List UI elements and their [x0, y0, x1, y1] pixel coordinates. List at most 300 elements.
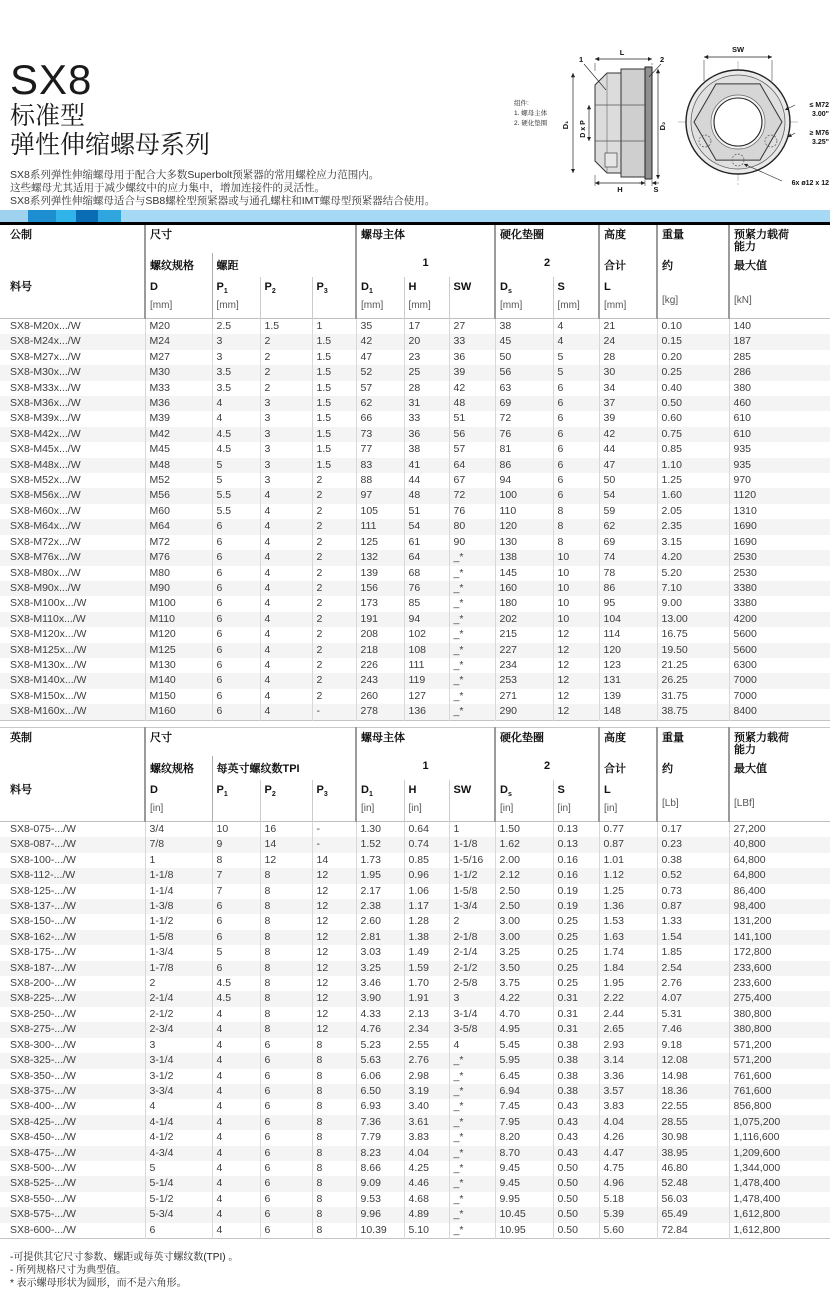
value-cell: 42	[356, 334, 404, 349]
value-cell: M130	[145, 658, 212, 673]
value-cell: 47	[356, 350, 404, 365]
value-cell: 51	[404, 504, 449, 519]
value-cell: 64	[449, 458, 495, 473]
value-cell: 275,400	[729, 991, 830, 1006]
value-cell: 8	[260, 930, 312, 945]
sub-max: 最大值	[729, 756, 830, 780]
table-row	[0, 658, 830, 673]
value-cell: 1.12	[599, 868, 657, 883]
value-cell: 4	[212, 1130, 260, 1145]
sub-approx: 约	[657, 253, 729, 277]
value-cell: 8	[312, 1161, 356, 1176]
value-cell: 4	[212, 1176, 260, 1191]
dim-label-D2: D₂	[658, 121, 667, 131]
value-cell: 8	[312, 1084, 356, 1099]
value-cell: M140	[145, 673, 212, 688]
value-cell: 2.34	[404, 1022, 449, 1037]
value-cell: 132	[356, 550, 404, 565]
value-cell: 12	[312, 1007, 356, 1022]
value-cell: 172,800	[729, 945, 830, 960]
table-row	[0, 991, 830, 1006]
table-row	[0, 914, 830, 929]
value-cell: 6	[260, 1069, 312, 1084]
callout-2-label: 2	[660, 55, 665, 64]
table-row	[0, 566, 830, 581]
table-row	[0, 1007, 830, 1022]
group-nut-body: 螺母主体	[356, 224, 495, 254]
value-cell: 4-3/4	[145, 1146, 212, 1161]
value-cell: 0.38	[553, 1069, 599, 1084]
part-number-cell: SX8-525-.../W	[10, 1177, 76, 1190]
value-cell: 72	[495, 411, 553, 426]
value-cell: 4	[212, 1146, 260, 1161]
col-P2: $P_2$	[260, 277, 312, 319]
value-cell: 5	[212, 458, 260, 473]
value-cell: 35	[356, 319, 404, 335]
value-cell: 5-1/2	[145, 1192, 212, 1207]
value-cell: 4	[212, 1022, 260, 1037]
part-number-cell: SX8-M160x.../W	[10, 705, 87, 718]
col-part-number: 料号	[10, 281, 32, 293]
value-cell: 3	[260, 458, 312, 473]
value-cell: 3.19	[404, 1084, 449, 1099]
part-number-cell: SX8-M36x.../W	[10, 397, 81, 410]
dim-label-DxP: D x P	[580, 120, 587, 138]
sub-thread-spec: 螺纹规格	[145, 253, 212, 277]
value-cell: 571,200	[729, 1053, 830, 1068]
value-cell: 0.43	[553, 1130, 599, 1145]
accent-segment	[76, 210, 98, 222]
value-cell: 8	[312, 1192, 356, 1207]
value-cell: 0.25	[553, 961, 599, 976]
value-cell: 0.19	[553, 899, 599, 914]
value-cell: 1120	[729, 488, 830, 503]
value-cell: 202	[495, 612, 553, 627]
value-cell: 935	[729, 458, 830, 473]
value-cell: 1.01	[599, 853, 657, 868]
value-cell: 0.38	[657, 853, 729, 868]
value-cell: 2-1/8	[449, 930, 495, 945]
table-row	[0, 550, 830, 565]
value-cell: 9.45	[495, 1176, 553, 1191]
table-row	[0, 365, 830, 380]
value-cell: 63	[495, 381, 553, 396]
value-cell: 27	[449, 319, 495, 335]
table-row	[0, 868, 830, 883]
value-cell: 12	[312, 914, 356, 929]
value-cell: 1.53	[599, 914, 657, 929]
value-cell: 1,478,400	[729, 1192, 830, 1207]
value-cell: 40,800	[729, 837, 830, 852]
value-cell: 28	[599, 350, 657, 365]
value-cell: 3	[449, 991, 495, 1006]
value-cell: 8	[312, 1146, 356, 1161]
value-cell: 2	[312, 550, 356, 565]
value-cell: 0.75	[657, 427, 729, 442]
value-cell: 6	[212, 643, 260, 658]
washer-shape	[645, 67, 652, 179]
value-cell: 33	[449, 334, 495, 349]
page-header	[10, 58, 490, 208]
value-cell: 42	[449, 381, 495, 396]
value-cell: _*	[449, 1176, 495, 1191]
value-cell: M56	[145, 488, 212, 503]
value-cell: 7.46	[657, 1022, 729, 1037]
table-row	[0, 1130, 830, 1145]
value-cell: 3.83	[404, 1130, 449, 1145]
value-cell: 64,800	[729, 868, 830, 883]
value-cell: 1,344,000	[729, 1161, 830, 1176]
sub-total: 合计	[599, 253, 657, 277]
value-cell: 1690	[729, 519, 830, 534]
group-preload: 预紧力载荷能力	[729, 728, 830, 757]
value-cell: 10	[212, 822, 260, 838]
set-screw-detail	[605, 153, 617, 167]
value-cell: 1.60	[657, 488, 729, 503]
col-preload-unit: [LBf]	[729, 780, 830, 822]
part-number-cell: SX8-450-.../W	[10, 1131, 76, 1144]
group-weight: 重量	[657, 224, 729, 254]
value-cell: 50	[599, 473, 657, 488]
value-cell: 30	[599, 365, 657, 380]
value-cell: 9	[212, 837, 260, 852]
part-number-cell: SX8-187-.../W	[10, 961, 76, 974]
value-cell: 26.25	[657, 673, 729, 688]
value-cell: 380,800	[729, 1007, 830, 1022]
value-cell: 3-1/2	[145, 1069, 212, 1084]
value-cell: 20	[404, 334, 449, 349]
col-D1: $D_1$ [in]	[356, 780, 404, 822]
value-cell: M90	[145, 581, 212, 596]
metric-table-header	[0, 224, 830, 319]
value-cell: _*	[449, 627, 495, 642]
value-cell: 12	[553, 643, 599, 658]
value-cell: 3.50	[495, 961, 553, 976]
intro-line: SX8系列弹性伸缩螺母用于配合大多数Superbolt预紧器的常用螺栓应力范围内。	[10, 169, 380, 181]
col-weight-unit: [Lb]	[657, 780, 729, 822]
col-S: S [mm]	[553, 277, 599, 319]
dim-label-L: L	[619, 48, 625, 57]
value-cell: 0.96	[404, 868, 449, 883]
part-number-cell: SX8-425-.../W	[10, 1115, 76, 1128]
value-cell: 2.44	[599, 1007, 657, 1022]
value-cell: 3.14	[599, 1053, 657, 1068]
value-cell: 5.5	[212, 504, 260, 519]
value-cell: 2530	[729, 550, 830, 565]
legend-item-washer: 2. 硬化垫圈	[514, 120, 548, 127]
value-cell: 0.25	[553, 930, 599, 945]
value-cell: 86	[599, 581, 657, 596]
value-cell: 8	[553, 535, 599, 550]
col-D: D [mm]	[145, 277, 212, 319]
value-cell: 8	[553, 504, 599, 519]
value-cell: 6	[212, 961, 260, 976]
value-cell: 8	[260, 976, 312, 991]
value-cell: 8	[260, 991, 312, 1006]
value-cell: M100	[145, 596, 212, 611]
value-cell: 22.55	[657, 1099, 729, 1114]
value-cell: 1,478,400	[729, 1176, 830, 1191]
value-cell: 1.36	[599, 899, 657, 914]
part-number-cell: SX8-M76x.../W	[10, 551, 81, 564]
value-cell: 1.06	[404, 884, 449, 899]
value-cell: 0.20	[657, 350, 729, 365]
value-cell: 4	[212, 1099, 260, 1114]
value-cell: 2.65	[599, 1022, 657, 1037]
value-cell: 88	[356, 473, 404, 488]
value-cell: 761,600	[729, 1069, 830, 1084]
value-cell: 1.59	[404, 961, 449, 976]
value-cell: 6	[553, 396, 599, 411]
sub-part-1: 1	[356, 253, 495, 277]
value-cell: 18.36	[657, 1084, 729, 1099]
value-cell: 208	[356, 627, 404, 642]
value-cell: 10	[553, 596, 599, 611]
value-cell: 2.12	[495, 868, 553, 883]
value-cell: 1-3/4	[449, 899, 495, 914]
subtitle-type: 标准型	[10, 102, 86, 130]
value-cell: 215	[495, 627, 553, 642]
value-cell: 290	[495, 704, 553, 720]
value-cell: 4	[145, 1099, 212, 1114]
value-cell: 4.22	[495, 991, 553, 1006]
part-number-cell: SX8-087-.../W	[10, 838, 76, 851]
value-cell: 6.06	[356, 1069, 404, 1084]
value-cell: 1-5/8	[449, 884, 495, 899]
value-cell: 1,116,600	[729, 1130, 830, 1145]
value-cell: 1-1/8	[145, 868, 212, 883]
value-cell: 12	[553, 627, 599, 642]
value-cell: M160	[145, 704, 212, 720]
value-cell: 0.25	[553, 945, 599, 960]
value-cell: 1.74	[599, 945, 657, 960]
value-cell: 1-3/4	[145, 945, 212, 960]
value-cell: 2	[312, 596, 356, 611]
value-cell: 46.80	[657, 1161, 729, 1176]
value-cell: 2.60	[356, 914, 404, 929]
value-cell: 227	[495, 643, 553, 658]
value-cell: 64,800	[729, 853, 830, 868]
spacer	[0, 253, 145, 277]
table-row	[0, 504, 830, 519]
sub-thread-spec: 螺纹规格	[145, 756, 212, 780]
value-cell: 7.36	[356, 1115, 404, 1130]
value-cell: 138	[495, 550, 553, 565]
value-cell: 3	[260, 473, 312, 488]
value-cell: 85	[404, 596, 449, 611]
value-cell: 12	[260, 853, 312, 868]
value-cell: 10	[553, 566, 599, 581]
value-cell: 74	[599, 550, 657, 565]
value-cell: 0.85	[404, 853, 449, 868]
value-cell: 3.57	[599, 1084, 657, 1099]
value-cell: 8	[312, 1115, 356, 1130]
value-cell: 8	[312, 1176, 356, 1191]
value-cell: 6	[553, 488, 599, 503]
value-cell: 72.84	[657, 1223, 729, 1239]
value-cell: 57	[356, 381, 404, 396]
col-preload-unit: [kN]	[729, 277, 830, 319]
nut-drawing-svg	[498, 33, 830, 209]
footnotes	[10, 1251, 610, 1290]
value-cell: 173	[356, 596, 404, 611]
value-cell: 2-1/2	[145, 1007, 212, 1022]
value-cell: 4	[212, 1223, 260, 1239]
col-H: H [mm]	[404, 277, 449, 319]
value-cell: 5.20	[657, 566, 729, 581]
col-L: L [in]	[599, 780, 657, 822]
value-cell: 234	[495, 658, 553, 673]
value-cell: 1-1/8	[449, 837, 495, 852]
value-cell: 4	[212, 1161, 260, 1176]
value-cell: 4.96	[599, 1176, 657, 1191]
value-cell: 0.38	[553, 1053, 599, 1068]
value-cell: 6	[260, 1099, 312, 1114]
value-cell: 1.5	[312, 442, 356, 457]
value-cell: 7.45	[495, 1099, 553, 1114]
value-cell: 48	[404, 488, 449, 503]
value-cell: 4.07	[657, 991, 729, 1006]
value-cell: 8.66	[356, 1161, 404, 1176]
value-cell: 9.09	[356, 1176, 404, 1191]
value-cell: 1.5	[312, 381, 356, 396]
value-cell: 0.23	[657, 837, 729, 852]
value-cell: 8	[312, 1130, 356, 1145]
value-cell: 3/4	[145, 822, 212, 838]
value-cell: _*	[449, 1115, 495, 1130]
value-cell: 4	[212, 1053, 260, 1068]
table-row	[0, 1038, 830, 1053]
value-cell: 4.5	[212, 991, 260, 1006]
value-cell: 6	[260, 1084, 312, 1099]
value-cell: 28.55	[657, 1115, 729, 1130]
value-cell: 4	[212, 1084, 260, 1099]
part-number-cell: SX8-225-.../W	[10, 992, 76, 1005]
value-cell: 5	[212, 945, 260, 960]
value-cell: 6	[212, 535, 260, 550]
value-cell: 27,200	[729, 822, 830, 838]
value-cell: 5-3/4	[145, 1207, 212, 1222]
value-cell: 86,400	[729, 884, 830, 899]
value-cell: _*	[449, 1192, 495, 1207]
value-cell: 4	[260, 488, 312, 503]
value-cell: 5-1/4	[145, 1176, 212, 1191]
value-cell: 8.70	[495, 1146, 553, 1161]
value-cell: 610	[729, 411, 830, 426]
value-cell: 0.87	[657, 899, 729, 914]
value-cell: 12	[553, 689, 599, 704]
value-cell: 4	[212, 1115, 260, 1130]
value-cell: 100	[495, 488, 553, 503]
callout-1-label: 1	[579, 55, 584, 64]
table-row	[0, 319, 830, 335]
value-cell: 1.5	[312, 396, 356, 411]
value-cell: 1,209,600	[729, 1146, 830, 1161]
value-cell: 6	[553, 473, 599, 488]
value-cell: 1.17	[404, 899, 449, 914]
value-cell: 3	[212, 334, 260, 349]
value-cell: 6	[212, 566, 260, 581]
value-cell: 108	[404, 643, 449, 658]
system-label: 英制	[10, 732, 32, 744]
value-cell: 19.50	[657, 643, 729, 658]
value-cell: 72	[449, 488, 495, 503]
value-cell: 1.84	[599, 961, 657, 976]
value-cell: 4-1/4	[145, 1115, 212, 1130]
value-cell: 191	[356, 612, 404, 627]
group-size: 尺寸	[145, 224, 356, 254]
value-cell: 6300	[729, 658, 830, 673]
value-cell: 7000	[729, 673, 830, 688]
value-cell: 1.70	[404, 976, 449, 991]
value-cell: 6	[260, 1223, 312, 1239]
value-cell: 8	[260, 899, 312, 914]
table-row	[0, 1069, 830, 1084]
part-number-cell: SX8-M110x.../W	[10, 612, 86, 625]
value-cell: 5.95	[495, 1053, 553, 1068]
part-number-cell: SX8-100-.../W	[10, 853, 76, 866]
value-cell: 44	[404, 473, 449, 488]
value-cell: 4	[260, 519, 312, 534]
value-cell: 2.76	[404, 1053, 449, 1068]
table-row	[0, 381, 830, 396]
value-cell: 44	[599, 442, 657, 457]
table-row	[0, 1099, 830, 1114]
value-cell: 0.25	[553, 976, 599, 991]
value-cell: 148	[599, 704, 657, 720]
value-cell: 3	[260, 427, 312, 442]
value-cell: 8400	[729, 704, 830, 720]
part-number-cell: SX8-M125x.../W	[10, 643, 87, 656]
value-cell: 4.47	[599, 1146, 657, 1161]
value-cell: 0.19	[553, 884, 599, 899]
value-cell: 47	[599, 458, 657, 473]
value-cell: 0.50	[657, 396, 729, 411]
value-cell: 7000	[729, 689, 830, 704]
value-cell: 81	[495, 442, 553, 457]
col-Ds: $D_s$ [in]	[495, 780, 553, 822]
value-cell: _*	[449, 1069, 495, 1084]
value-cell: 1.5	[260, 319, 312, 335]
value-cell: 4	[212, 1192, 260, 1207]
value-cell: 98,400	[729, 899, 830, 914]
part-number-cell: SX8-M150x.../W	[10, 689, 87, 702]
value-cell: 4	[212, 1207, 260, 1222]
value-cell: 4	[260, 643, 312, 658]
value-cell: 6	[260, 1207, 312, 1222]
value-cell: 935	[729, 442, 830, 457]
value-cell: 571,200	[729, 1038, 830, 1053]
table-row	[0, 612, 830, 627]
part-number-cell: SX8-M60x.../W	[10, 504, 81, 517]
value-cell: 4	[260, 627, 312, 642]
value-cell: 6	[212, 673, 260, 688]
value-cell: 90	[449, 535, 495, 550]
value-cell: _*	[449, 673, 495, 688]
value-cell: 8	[312, 1207, 356, 1222]
value-cell: 1-3/8	[145, 899, 212, 914]
value-cell: 4	[212, 1038, 260, 1053]
value-cell: 38	[404, 442, 449, 457]
value-cell: 2-5/8	[449, 976, 495, 991]
part-number-cell: SX8-M130x.../W	[10, 658, 87, 671]
value-cell: 4.70	[495, 1007, 553, 1022]
value-cell: 0.10	[657, 319, 729, 335]
value-cell: 4.04	[404, 1146, 449, 1161]
table-row	[0, 884, 830, 899]
value-cell: 8	[260, 884, 312, 899]
value-cell: 76	[449, 504, 495, 519]
